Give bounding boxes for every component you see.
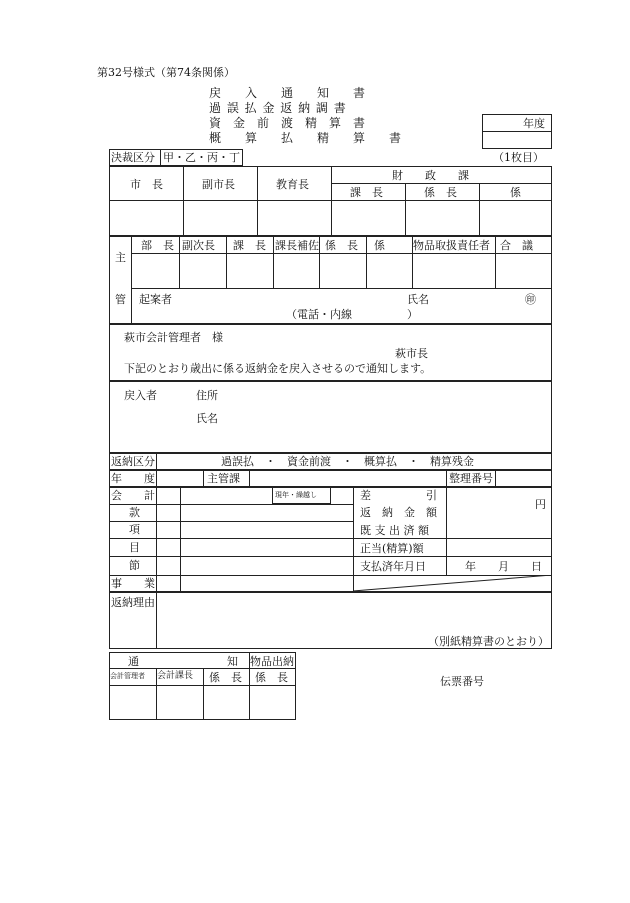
divider [446, 470, 447, 487]
divider [160, 149, 161, 166]
col-kacho-hosa: 課長補佐 [275, 239, 319, 252]
col-bucho: 部 長 [141, 239, 174, 252]
col-fukujicho: 副次長 [182, 239, 215, 252]
kou-label: 項 [129, 523, 140, 536]
current-year-label: 現年・繰越し [275, 491, 317, 499]
page-count: （1枚目） [493, 151, 544, 164]
col-kacho: 課 長 [233, 239, 266, 252]
divider [249, 470, 250, 487]
divider [109, 538, 552, 539]
moku-label: 目 [129, 541, 140, 554]
divider [131, 288, 552, 289]
education-chief-label: 教育長 [276, 178, 309, 191]
kan-label: 款 [129, 506, 140, 519]
kessai-label: 決裁区分 [111, 151, 155, 164]
divider [446, 487, 447, 575]
shukan-label-bottom: 管 [115, 293, 126, 306]
setsu-label: 節 [129, 559, 140, 572]
dept-label: 主管課 [207, 472, 240, 485]
form-id: 第32号様式（第74条関係） [97, 66, 235, 79]
divider [131, 253, 552, 254]
divider [203, 668, 204, 720]
drafter-label: 起案者 [139, 293, 172, 306]
divider [203, 470, 204, 487]
yen-label: 円 [535, 498, 546, 511]
diff-label: 差 引 [360, 489, 437, 502]
phone-extension: （電話・内線 ） [286, 308, 418, 321]
nendo-label: 年 度 [111, 472, 155, 485]
divider [183, 166, 184, 236]
divider [156, 453, 157, 470]
returnee-box [109, 381, 552, 453]
jigyo-label: 事 業 [111, 577, 155, 590]
finance-kakaricho-label: 係 長 [424, 186, 457, 199]
divider [479, 183, 480, 236]
divider [331, 183, 552, 184]
divider [366, 236, 367, 288]
pay-date-format: 年 月 日 [465, 560, 542, 573]
title-return-notice: 戻 入 通 知 書 [209, 86, 366, 100]
divider [257, 166, 258, 236]
henno-kubun-label: 返納区分 [111, 455, 155, 468]
diagonal-strike [353, 575, 552, 592]
divider [156, 487, 157, 592]
seal-mark: ㊞ [525, 293, 536, 306]
seiri-label: 整理番号 [449, 472, 493, 485]
col-aigi: 合 議 [500, 239, 533, 252]
bottom-col-kakaricho-2: 係 長 [255, 671, 288, 684]
shukan-label-top: 主 [115, 251, 126, 264]
returnee-label: 戻入者 [124, 389, 157, 402]
finance-dept-label: 財 政 課 [392, 169, 469, 182]
bottom-col-kakaricho-1: 係 長 [209, 671, 242, 684]
notice-sender: 萩市長 [395, 347, 428, 360]
kessai-value: 甲・乙・丙・丁 [163, 151, 240, 164]
divider [179, 236, 180, 288]
divider [226, 236, 227, 288]
returnee-address-label: 住所 [196, 389, 218, 402]
divider [495, 470, 496, 487]
col-kakari: 係 [374, 239, 385, 252]
henno-kubun-options: 過誤払 ・ 資金前渡 ・ 概算払 ・ 精算残金 [221, 455, 474, 468]
reason-label: 返納理由 [111, 596, 155, 609]
divider [405, 183, 406, 236]
divider [156, 470, 157, 487]
title-estimate: 概 算 払 精 算 書 [209, 131, 402, 145]
divider [131, 236, 132, 324]
bottom-col-kaikei-kacho: 会計課長 [157, 671, 194, 681]
finance-kacho-label: 課 長 [350, 186, 383, 199]
henno-amount-label: 返 納 金 額 [360, 506, 437, 519]
already-paid-label: 既 支 出 済 額 [360, 524, 429, 537]
drafter-name-label: 氏名 [407, 293, 429, 306]
kaikei-label: 会 計 [111, 489, 155, 502]
divider [180, 487, 181, 592]
proper-amount-label: 正当(精算)額 [360, 542, 424, 555]
finance-kakari-label: 係 [510, 186, 521, 199]
divider [482, 131, 552, 132]
bottom-goods-label: 物品出納 [250, 655, 294, 668]
title-overpayment: 過 誤 払 金 返 納 調 書 [209, 101, 347, 115]
notice-body: 下記のとおり歳出に係る返納金を戻入させるので通知します。 [124, 362, 432, 375]
vice-mayor-label: 副市長 [202, 178, 235, 191]
returnee-name-label: 氏名 [196, 412, 218, 425]
divider [156, 592, 157, 649]
bottom-col-kaikei-kanrisha: 会計管理者 [110, 672, 145, 680]
bottom-notice-label: 通 知 [128, 655, 238, 668]
col-kakaricho: 係 長 [325, 239, 358, 252]
divider [495, 236, 496, 288]
mayor-label: 市 長 [130, 178, 163, 191]
divider [109, 521, 353, 522]
divider [331, 166, 332, 236]
divider [319, 236, 320, 288]
voucher-number-label: 伝票番号 [440, 675, 484, 688]
col-goods-officer: 物品取扱責任者 [413, 239, 490, 252]
reason-note: （別紙精算書のとおり） [428, 635, 549, 648]
divider [109, 556, 552, 557]
fiscal-year-label: 年度 [523, 117, 545, 130]
divider [109, 504, 353, 505]
divider [273, 236, 274, 288]
pay-date-label: 支払済年月日 [360, 560, 426, 573]
title-advance: 資 金 前 渡 精 算 書 [209, 116, 366, 130]
notice-addressee: 萩市会計管理者 様 [124, 331, 223, 344]
